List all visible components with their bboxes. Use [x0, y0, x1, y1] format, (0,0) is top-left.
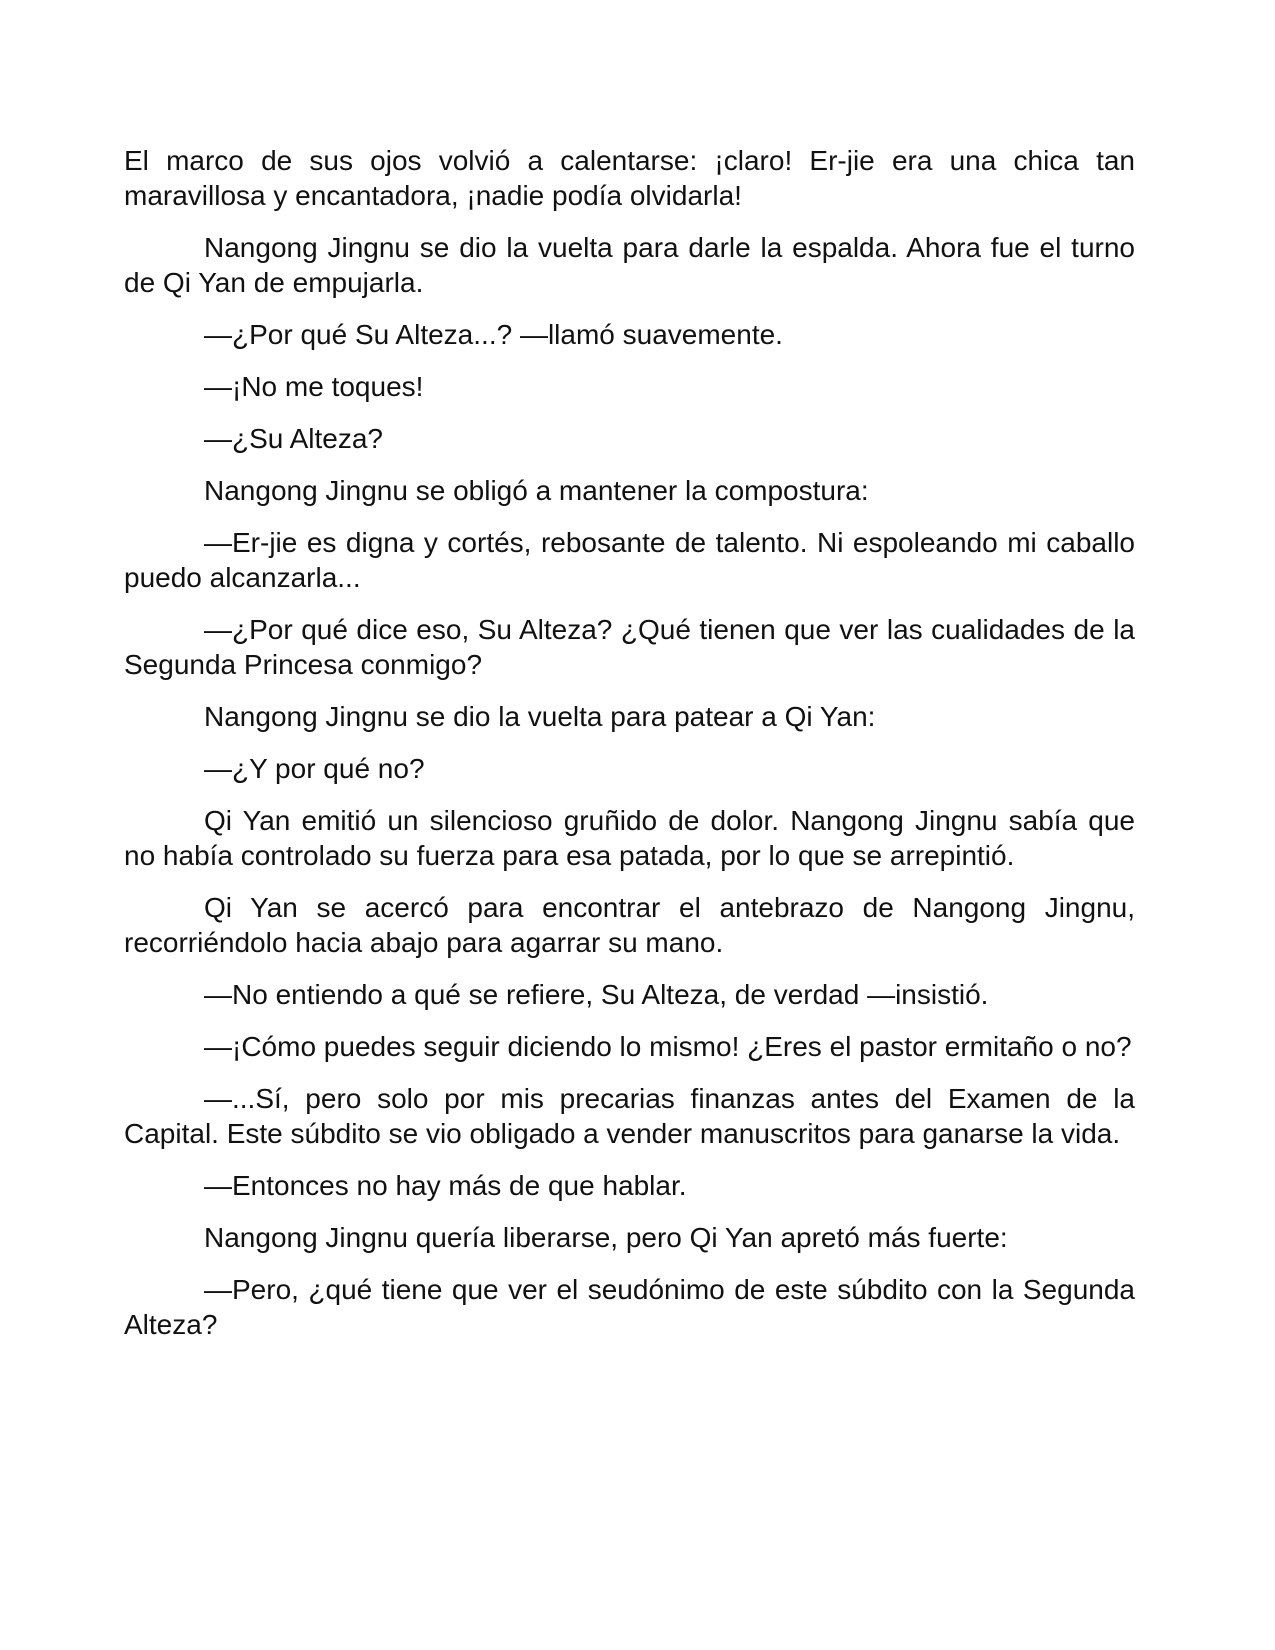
paragraph: —¡Cómo puedes seguir diciendo lo mismo! ¿Eres el pastor ermitaño o no? [204, 1031, 1132, 1062]
paragraph: Nangong Jingnu se dio la vuelta para patear a Qi Yan: [204, 701, 876, 732]
paragraph: —¿Y por qué no? [204, 753, 425, 784]
paragraph: —Pero, ¿qué tiene que ver el seudónimo de este súbdito con la Segunda Alteza? [124, 1274, 1135, 1340]
paragraph: Qi Yan se acercó para encontrar el antebrazo de Nangong Jingnu, recorriéndolo hacia abajo para agarrar su mano. [124, 892, 1135, 958]
paragraph: —¿Su Alteza? [204, 423, 383, 454]
paragraph: —¡No me toques! [204, 371, 424, 402]
paragraph: —¿Por qué Su Alteza...? —llamó suavemente. [204, 319, 783, 350]
paragraph: —Entonces no hay más de que hablar. [204, 1170, 687, 1201]
paragraph: —...Sí, pero solo por mis precarias finanzas antes del Examen de la Capital. Este súbdito se vio obligado a vender manuscritos para ganarse la vida. [124, 1083, 1135, 1149]
paragraph: Nangong Jingnu se dio la vuelta para darle la espalda. Ahora fue el turno de Qi Yan de empujarla. [124, 232, 1135, 298]
paragraph: Qi Yan emitió un silencioso gruñido de dolor. Nangong Jingnu sabía que no había controlado su fuerza para esa patada, por lo que se arrepintió. [124, 805, 1135, 871]
paragraph: Nangong Jingnu se obligó a mantener la compostura: [204, 475, 869, 506]
paragraph: —No entiendo a qué se refiere, Su Alteza, de verdad —insistió. [204, 979, 989, 1010]
paragraph: —Er-jie es digna y cortés, rebosante de talento. Ni espoleando mi caballo puedo alcanzarla... [124, 527, 1135, 593]
paragraph: Nangong Jingnu quería liberarse, pero Qi Yan apretó más fuerte: [204, 1222, 1008, 1253]
document-page [124, 143, 1135, 1359]
paragraph: —¿Por qué dice eso, Su Alteza? ¿Qué tienen que ver las cualidades de la Segunda Princesa conmigo? [124, 614, 1135, 680]
paragraph: El marco de sus ojos volvió a calentarse: ¡claro! Er-jie era una chica tan maravillosa y encantadora, ¡nadie podía olvidarla! [124, 145, 1135, 211]
